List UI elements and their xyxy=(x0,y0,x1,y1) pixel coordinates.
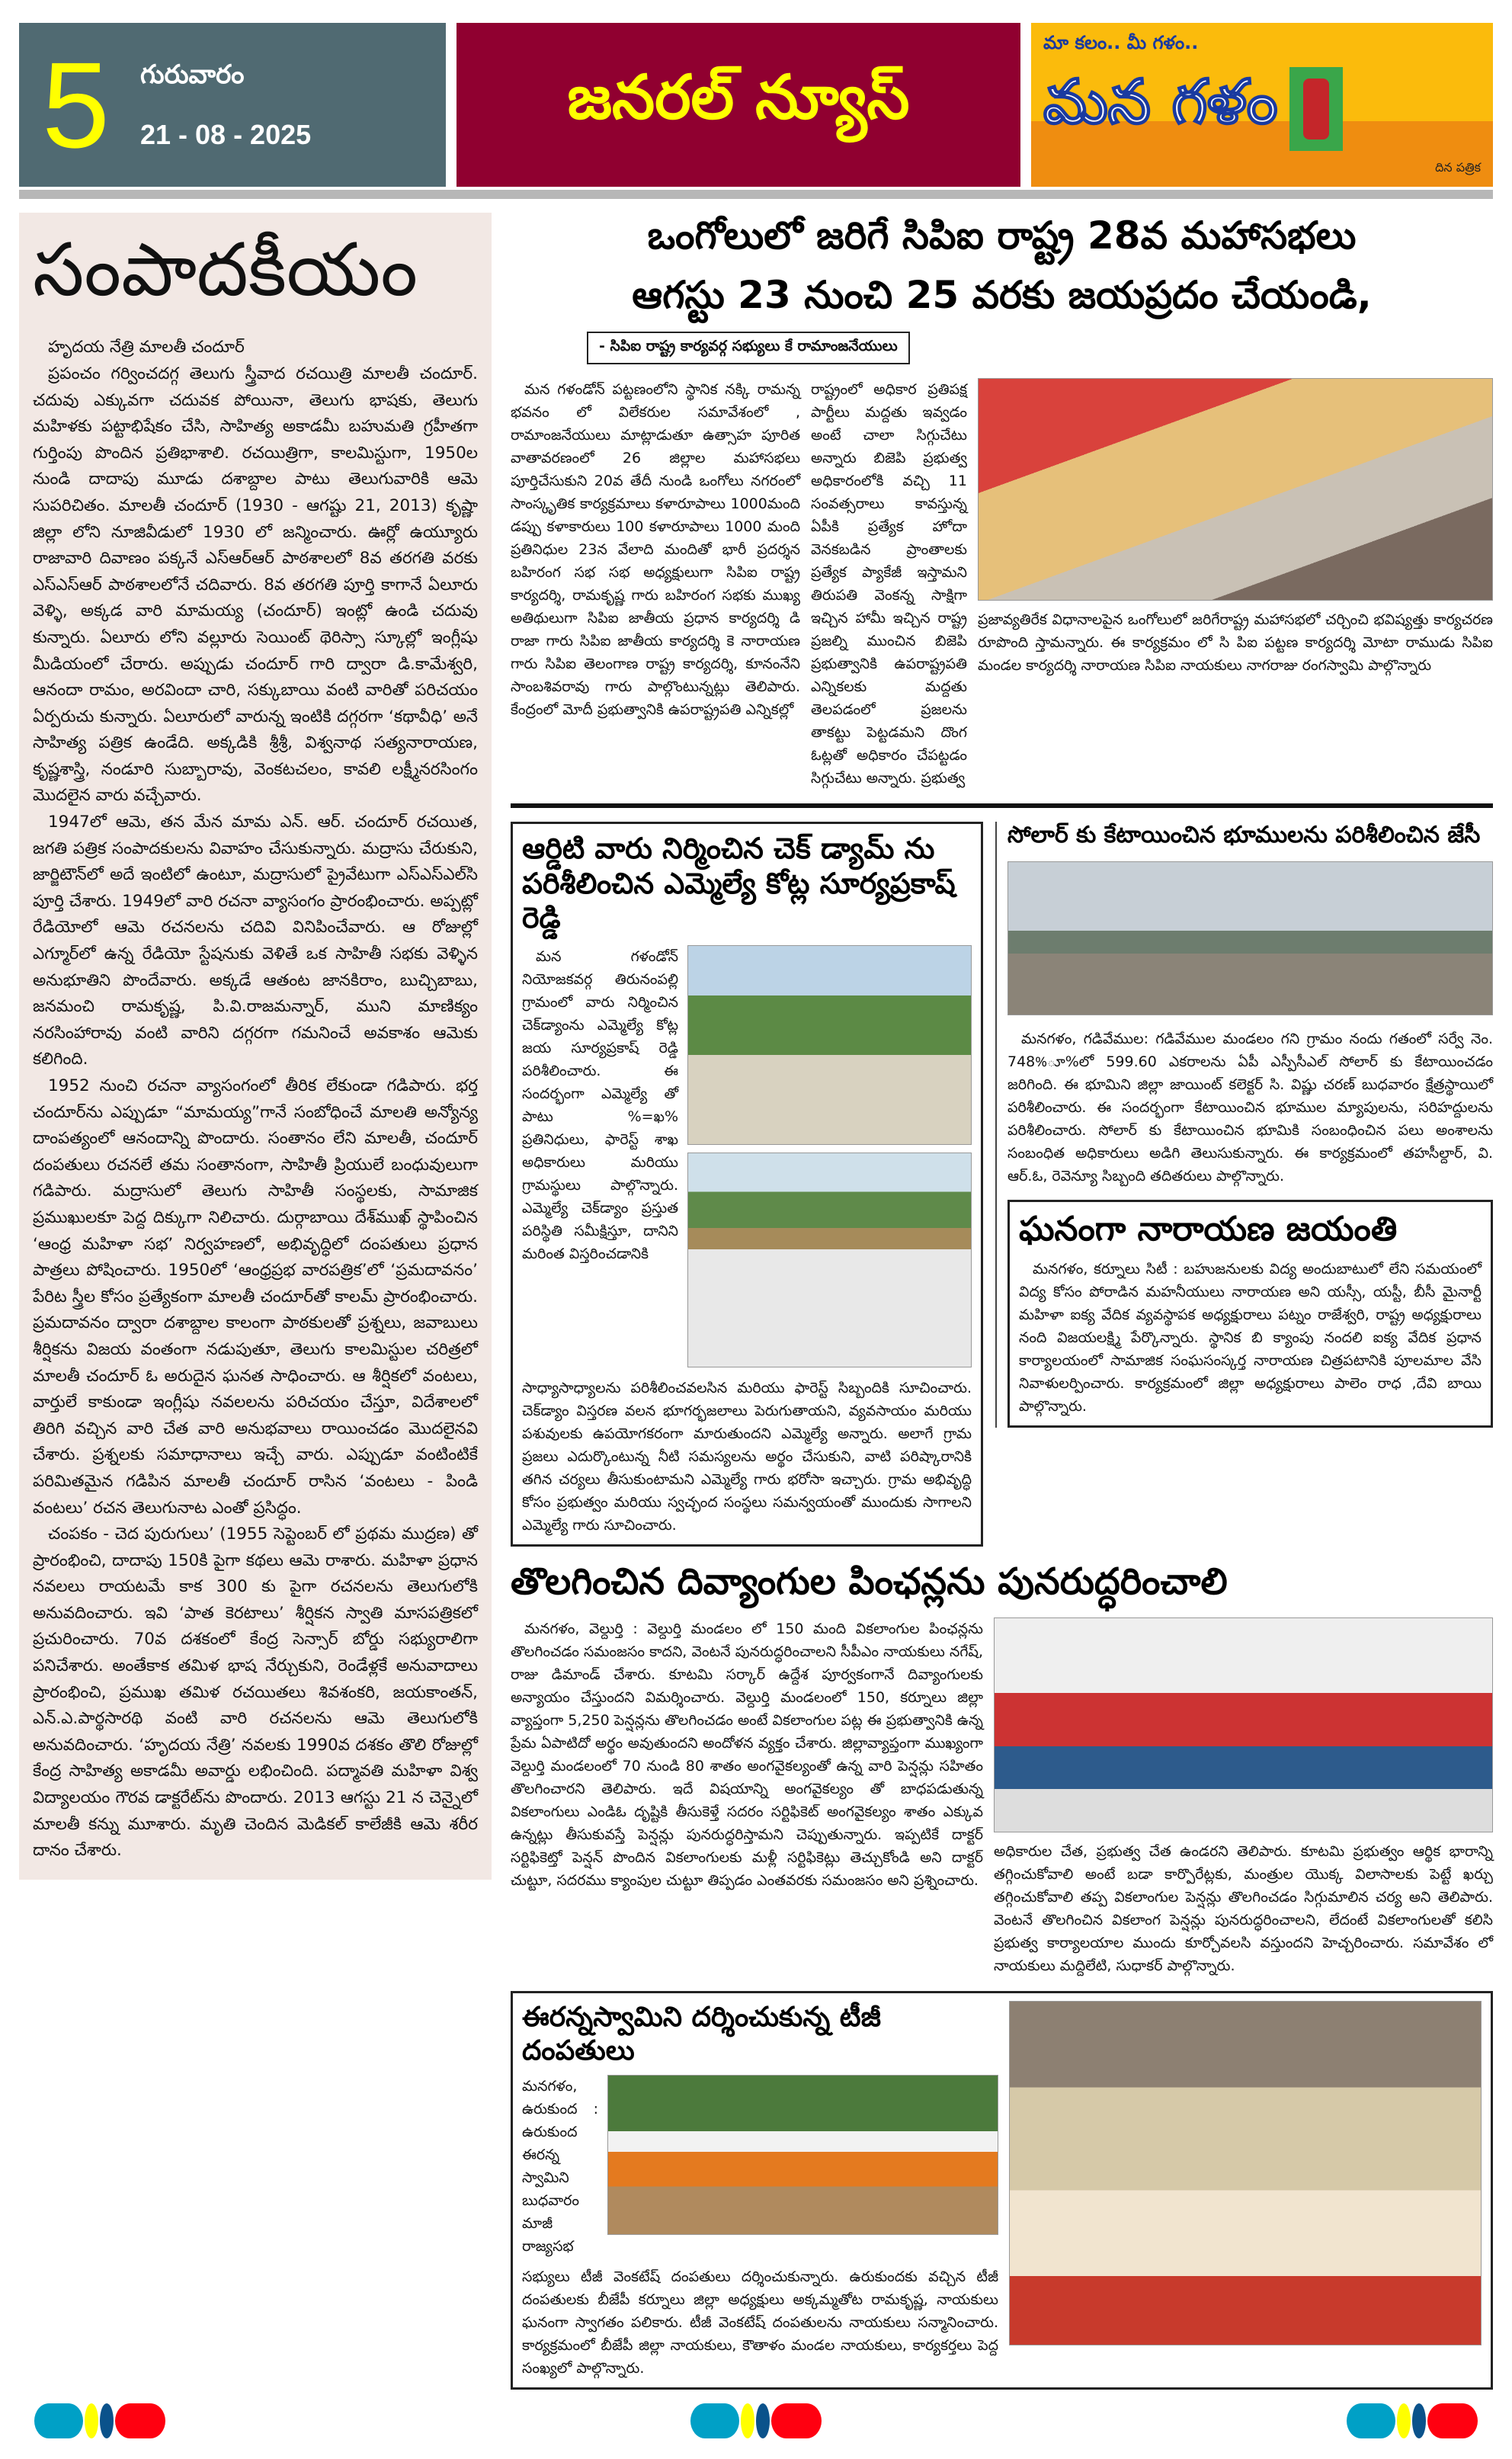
blob-icon xyxy=(34,2403,83,2438)
blob-icon xyxy=(741,2403,754,2438)
tg-article-box xyxy=(511,1991,1493,2389)
pensions-body-cont xyxy=(994,1840,1493,1977)
cpi-text: ప్రజావ్యతిరేక విధానాలపైన ఒంగోలులో జరిగేరాష్ట్ర మహాసభలో చర్చించి భవిష్యత్తు కార్యచరణ రూపొంది స్తామన్నారు. ఈ కార్యక్రమం లో సి పిఐ పట్టణ కార్యదర్శి మోటా రాముడు సిపిఐ మండల కార్యదర్శి నారాయణ సిపిఐ నాయకులు నాగరాజు రంగస్వామి పాల్గొన్నారు xyxy=(978,611,1493,674)
solar-body xyxy=(1007,1028,1493,1188)
date-block xyxy=(140,59,311,151)
tg-text: మనగళం, ఉరుకుంద : ఉరుకుంద ఈరన్న స్వామిని బుధవారం మాజీ రాజ్యసభ xyxy=(522,2077,598,2255)
footer xyxy=(19,2390,1493,2438)
solar-headline: సోలార్ కు కేటాయించిన భూములను పరిశీలించిన జేసీ xyxy=(1007,822,1481,848)
blob-icon xyxy=(85,2403,98,2438)
editorial-paragraph: ప్రపంచం గర్వించదగ్గ తెలుగు స్త్రీవాద రచయిత్రి మాలతీ చందూర్. చదువు ఎక్కువగా చదువక పోయినా, తెలుగు భాషకు, తెలుగు మహిళకు పట్టాభిషేకం చేసి, సాహిత్య అకాడమీ బహుమతి గ్రహీతగా గుర్తింపు పొందిన ప్రతిభాశాలి. రచయిత్రిగా, కాలమిస్టుగా, 1950ల నుండి దాదాపు మూడు దశాబ్దాల పాటు తెలుగువారికి ఆమె సుపరిచితం. మాలతీ చందూర్ (1930 - ఆగష్టు 21, 2013) కృష్ణా జిల్లా లోని నూజివీడులో 1930 లో జన్మించారు. ఊర్లో ఉయ్యూరు రాజావారి దివాణం పక్కనే ఎస్ఆర్ఆర్ పాఠశాలలో 8వ తరగతి వరకు ఎస్ఎస్ఆర్ పాఠశాలలోనే చదివారు. 8వ తరగతి పూర్తి కాగానే ఏలూరు వెళ్ళి, అక్కడ వారి మామయ్య (చందూర్) ఇంట్లో ఉండి చదువు కున్నారు. ఏలూరు లోని వల్లూరు సెయింట్ థెరిస్సా స్కూల్లో ఇంగ్లీషు మీడియంలో చేరారు. అప్పుడు చందూర్ గారి ద్వారా డి.కామేశ్వరి, ఆనందా రామం, అరవిందా చారి, సక్కుబాయి వంటి వారితో పరిచయం ఏర్పరుచు కున్నారు. ఏలూరులో వారున్న ఇంటికి దగ్గరగా ‘కథావీధి’ అనే సాహిత్య పత్రిక ఉండేది. అక్కడికి శ్రీశ్రీ, విశ్వనాథ సత్యనారాయణ, కృష్ణశాస్త్రి, నండూరి సుబ్బారావు, వెంకటచలం, కావలి లక్ష్మీనరసింగం మొదలైన వారు వచ్చేవారు. xyxy=(33,364,478,806)
logo-tagline: మా కలం.. మీ గళం.. xyxy=(1043,32,1199,53)
solar-text: మనగళం, గడివేముల: గడివేముల మండలం గని గ్రామం నందు గతంలో సర్వే నెం. 748%ూ%లో 599.60 ఎకరాలను ఏపీ ఎస్పీసీఎల్ సోలార్ కు కేటాయించడం జరిగింది. ఈ భూమిని జిల్లా జాయింట్ కలెక్టర్ సి. విష్ణు చరణ్ బుధవారం క్షేత్రస్థాయిలో పరిశీలించారు. ఈ సందర్భంగా కేటాయించిన భూముల మ్యాపులను, సరిహద్దులను పరిశీలించారు. సోలార్ కు కేటాయించిన భూమికి సంబంధించిన పలు అంశాలను సంబంధిత అధికారులు అడిగి తెలుసుకున్నారు. ఈ కార్యక్రమంలో తహసీల్దార్, వి. ఆర్.ఓ, రెవెన్యూ సిబ్బంది తదితరులు పాల్గొన్నారు. xyxy=(1007,1031,1493,1185)
editorial-paragraph: 1947లో ఆమె, తన మేన మామ ఎన్. ఆర్. చందూర్ రచయిత, జగతి పత్రిక సంపాదకులను వివాహం చేసుకున్నారు. మద్రాసు చేరుకుని, జార్జిటౌన్‌లో అదే ఇంటిలో ఉంటూ, మద్రాసులో ప్రైవేటుగా ఎస్ఎస్ఎల్‌సి పూర్తి చేశారు. 1949లో వారి రచనా వ్యాసంగం ప్రారంభించారు. అప్పట్లో రేడియోలో ఆమె రచనలను చదివి వినిపించేవారు. ఆ రోజుల్లో ఎగ్మూర్‌లో ఉన్న రేడియో స్టేషనుకు వెళితే ఒక సాహితీ సభకు వెళ్ళిన అనుభూతిని పొందేవారు. అక్కడే ఆతంట జానకిరాం, బుచ్చిబాబు, జనమంచి రామకృష్ణ, పి.వి.రాజమన్నార్, ముని మాణిక్యం నరసింహారావు వంటి వారిని దగ్గరగా గమనించే అవకాశం ఆమెకు కలిగింది. xyxy=(33,813,478,1069)
check-dam-text: మన గళండోన్ నియోజకవర్గ తిరునంపల్లి గ్రామంలో వారు నిర్మించిన చెక్‌డ్యాంను ఎమ్మెల్యే కోట్ల జయ సూర్యప్రకాష్ రెడ్డి పరిశీలించారు. ఈ సందర్భంగా ఎమ్మెల్యే తో పాటు %=ఖ% ప్రతినిధులు, ఫారెస్ట్ శాఖ అధికారులు మరియు గ్రామస్థులు పాల్గొన్నారు. ఎమ్మెల్యే చెక్‌డ్యాం ప్రస్తుత పరిస్థితి సమీక్షిస్తూ, దానిని మరింత విస్తరించడానికి xyxy=(522,947,678,1262)
solar-land-photo xyxy=(1007,861,1493,1015)
cpi-headline-line1: ఒంగోలులో జరిగే సిపిఐ రాష్ట్ర 28వ మహాసభలు xyxy=(647,213,1357,258)
pensions-body xyxy=(511,1617,983,1892)
pensions-text: మనగళం, వెల్దుర్తి : వెల్దుర్తి మండలం లో 150 మంది వికలాంగుల పింఛన్లను తొలగించడం సమంజసం కాదని, వెంటనే పునరుద్ధరించాలని సీపీఎం నాయకులు నగేష్, రాజు డిమాండ్ చేశారు. కూటమి సర్కార్ ఉద్దేశ పూర్వకంగానే దివ్యాంగులకు అన్యాయం చేస్తుందని విమర్శించారు. వెల్దుర్తి మండలంలో 150, కర్నూలు జిల్లా వ్యాప్తంగా 5,250 పెన్షన్లను తొలగించడం అంటే వికలాంగుల పట్ల ఈ ప్రభుత్వానికి ఉన్న ప్రేమ ఏపాటిదో అర్థం అవుతుందని అందోళన వ్యక్తం చేశారు. జిల్లావ్యాప్తంగా ముఖ్యంగా వెల్దుర్తి మండలంలో 70 నుండి 80 శాతం అంగవైకల్యంతో ఉన్న వారి పెన్షన్లు సహితం తొలగించారని తెలిపారు. ఇదే విషయాన్ని అంగవైకల్యం తో బాధపడుతున్న వికలాంగులు ఎండిఓ దృష్టికి తీసుకెళ్తే సదరం సర్టిఫికెట్ అంగవైకల్యం శాతం ఎక్కువ ఉన్నట్లు తీసుకువస్తే పెన్షన్లు పునరుద్ధరిస్తామని చెప్పుతున్నారు. ఇప్పటికే దాక్టర్ సర్టిఫికెట్తో పెన్షన్ పొందిన వికలాంగులకు మళ్లీ సర్టిఫికెట్లు తెచ్చుకోండి అని దాక్టర్ చుట్టూ, సదరము క్యాంపుల చుట్టూ తిప్పడం ఎంతవరకు సమంజసం అని ప్రశ్నించారు. xyxy=(511,1621,983,1890)
check-dam-text: సాధ్యాసాధ్యాలను పరిశీలించవలసిన మరియు ఫారెస్ట్ సిబ్బందికి సూచించారు. చెక్‌డ్యాం విస్తరణ వలన భూగర్భజలాలు పెరుగుతాయని, వ్యవసాయం మరియు పశువులకు ఉపయోగకరంగా మారుతుందని ఎమ్మెల్యే అన్నారు. అలాగే గ్రామ ప్రజలు ఎదుర్కొంటున్న నీటి సమస్యలను అర్థం చేసుకుని, వాటి పరిష్కారానికి తగిన చర్యలు తీసుకుంటామని ఎమ్మెల్యే గారు భరోసా ఇచ్చారు. గ్రామ అభివృద్ధి కోసం ప్రభుత్వం మరియు స్వచ్ఛంద సంస్థలు సమన్వయంతో ముందుకు సాగాలని ఎమ్మెల్యే గారు సూచించారు. xyxy=(522,1379,972,1534)
editorial-title: సంపాదకీయం xyxy=(33,227,418,313)
check-dam-photos xyxy=(687,945,972,1367)
editorial-column xyxy=(19,213,492,1880)
blob-icon xyxy=(1347,2403,1395,2438)
blob-icon xyxy=(100,2403,114,2438)
cpi-subheading: - సిపిఐ రాష్ట్ర కార్యవర్గ సభ్యులు కే రామాంజనేయులు xyxy=(587,332,910,364)
tg-body-foot xyxy=(522,2265,998,2380)
tg-body xyxy=(522,2075,598,2258)
tg-headline: ఈరన్నస్వామిని దర్శించుకున్న టీజీ దంపతులు xyxy=(522,2002,881,2066)
footer-decoration-left xyxy=(34,2403,165,2438)
cpi-body-col3 xyxy=(978,608,1493,677)
blob-icon xyxy=(1427,2403,1478,2438)
blob-icon xyxy=(1412,2403,1426,2438)
pensions-photo-column xyxy=(994,1617,1493,1977)
cpi-text: మన గళండోన్ పట్టణంలోని స్థానిక నక్కి రామన్న భవనం లో విలేకరుల సమావేశంలో , రామాంజనేయులు మాట్లాడుతూ ఉత్సాహ పూరిత వాతావరణంలో 26 జిల్లాల మహాసభలు పూర్తిచేసుకుని 20వ తేదీ నుండి ఒంగోలు నగరంలో సాంస్కృతిక కార్యక్రమాలు కళారూపాలు 1000మంది డప్పు కళాకారులు 100 కళారూపాలు 1000 మంది ప్రతినిధుల 23న వేలాది మందితో భారీ ప్రదర్శన బహిరంగ సభ సభ అధ్యక్షులుగా సిపిఐ రాష్ట్ర కార్యదర్శి, రామకృష్ణ గారు బహిరంగ సభకు ముఖ్య అతిథులుగా సిపిఐ జాతీయ ప్రధాన కార్యదర్శి డి రాజా గారు సిపిఐ జాతీయ కార్యదర్శి కె నారాయణ గారు సిపిఐ తెలంగాణ రాష్ట్ర కార్యదర్శి, కూనంనేని సాంబశివరావు గారు పాల్గొంటున్నట్లు తెలిపారు. కేంద్రంలో మోదీ ప్రభుత్వానికి ఉపరాష్ట్రపతి ఎన్నికల్లో xyxy=(511,381,800,718)
check-dam-content xyxy=(522,945,972,1367)
fist-pen-icon xyxy=(1303,79,1329,139)
narayana-headline: ఘనంగా నారాయణ జయంతి xyxy=(1019,1210,1398,1249)
editorial-paragraph: 1952 నుంచి రచనా వ్యాసంగంలో తీరిక లేకుండా గడిపారు. భర్త చందూర్‌ను ఎప్పుడూ “మామయ్య”గానే సంబోధించే మాలతి అన్యోన్య దాంపత్యంలో ఆనందాన్ని పొందారు. సంతానం లేని మాలతీ, చందూర్ దంపతులు రచనలే తమ సంతానంగా, సాహితీ ప్రియులే బంధువులుగా గడిపారు. మద్రాసులో తెలుగు సాహితీ సంస్థలకు, సామాజిక ప్రముఖులకూ పెద్ద దిక్కుగా నిలిచారు. దుర్గాబాయి దేశ్‌ముఖ్ స్థాపించిన ‘ఆంధ్ర మహిళా సభ’ నిర్వహణలో, అభివృద్ధిలో దంపతులు ప్రధాన పాత్రలు పోషించారు. 1950లో ‘ఆంధ్రప్రభ వారపత్రిక’లో ‘ప్రమదావనం’ పేరిట స్త్రీల కోసం ప్రత్యేకంగా మాలతీ చందూర్‌తో కాలమ్ ప్రారంభించారు. ప్రమదావనం ద్వారా దశాబ్దాల కాలంగా పాఠకులతో ప్రశ్నలు, జవాబులు శీర్షికను విజయ వంతంగా నడుపుతూ, తెలుగు కాలమిస్టుల చరిత్రలో మాలతీ చందూర్ ఓ అరుదైన ఘనత సాధించారు. ఆ శీర్షికలో వంటలు, వార్తులే కాకుండా ఇంగ్లీషు నవలలను పరిచయం చేస్తూ, విదేశాలలో తిరిగి వచ్చిన వారి చేత వారి అనుభవాలు రాయించడం మొదలైనవి చేశారు. ప్రశ్నలకు సమాధానాలు ఇచ్చే వారు. ఎప్పుడూ వంటింటికే పరిమితమైన గడిపిన మాలతీ చందూర్ రాసిన ‘వంటలు - పిండి వంటలు’ రచన తెలుగునాట ఎంతో ప్రసిద్ధం. xyxy=(33,1076,478,1518)
cpi-body-col2 xyxy=(811,378,967,790)
blob-icon xyxy=(1397,2403,1411,2438)
tg-welcome-photo xyxy=(607,2075,998,2235)
check-dam-headline: ఆర్డిటి వారు నిర్మించిన చెక్ డ్యామ్ ను పరిశీలించిన ఎమ్మెల్యే కోట్ల సూర్యప్రకాష్ రెడ్డి xyxy=(522,832,956,935)
check-dam-article-box xyxy=(511,822,983,1547)
editorial-body xyxy=(33,335,478,1864)
cpi-headline-line2: ఆగస్టు 23 నుంచి 25 వరకు జయప్రదం చేయండి, xyxy=(632,273,1372,317)
page-number-box xyxy=(19,23,446,187)
cpi-article xyxy=(511,378,1493,790)
cpm-leaders-photo xyxy=(994,1617,1493,1832)
cpi-photo-column xyxy=(978,378,1493,677)
section-banner xyxy=(456,23,1020,187)
issue-date: 21 - 08 - 2025 xyxy=(139,118,312,150)
tg-text: సభ్యులు టీజీ వెంకటేష్ దంపతులు దర్శించుకున్నారు. ఉరుకుందకు వచ్చిన టీజీ దంపతులకు బీజేపీ కర్నూలు జిల్లా అధ్యక్షులు అక్కమ్మతోట రామకృష్ణ, నాయకులు ఘనంగా స్వాగతం పలికారు. టీజీ వెంకటేష్ దంపతులను నాయకులు సన్మానించారు. కార్యక్రమంలో బీజేపీ జిల్లా నాయకులు, కౌతాళం మండల నాయకులు, కార్యకర్తలు పెద్ద సంఖ్యలో పాల్గొన్నారు. xyxy=(522,2268,998,2377)
pensions-headline: తొలగించిన దివ్యాంగుల పింఛన్లను పునరుద్ధరించాలి xyxy=(511,1560,1228,1603)
temple-darshan-photo xyxy=(1009,2001,1482,2345)
page-number: 5 xyxy=(42,36,110,173)
weekday: గురువారం xyxy=(139,59,245,90)
masthead xyxy=(19,23,1493,187)
logo-subtitle: దిన పత్రిక xyxy=(1435,160,1481,175)
pensions-article xyxy=(511,1617,1493,1977)
header-divider xyxy=(19,190,1493,199)
news-columns xyxy=(511,213,1493,2390)
tg-article-text xyxy=(522,2001,998,2379)
blob-icon xyxy=(756,2403,770,2438)
narayana-text: మనగళం, కర్నూలు సిటీ : బహుజనులకు విద్య అందుబాటులో లేని సమయంలో విద్య కోసం పోరాడిన మహనీయులు నారాయణ అని యస్సీ, యస్టీ, బీసీ మైనార్టీ మహిళా ఐక్య వేదిక వ్యవస్థాపక అధ్యక్షురాలు పట్నం రాజేశ్వరి, రాష్ట్ర అధ్యక్షురాలు నంది విజయలక్ష్మి పేర్కొన్నారు. స్థానిక బి క్యాంపు నందలి ఐక్య వేదిక ప్రధాన కార్యాలయంలో సామాజిక సంఘసంస్కర్త నారాయణ చిత్రపటానికి పూలమాల వేసి నివాళులర్పించారు. కార్యక్రమంలో జిల్లా అధ్యక్షురాలు పాలెం రాధ ,దేవి బాయి పాల్గొన్నారు. xyxy=(1019,1260,1482,1415)
pensions-text: అధికారుల చేత, ప్రభుత్వ చేత ఉండరని తెలిపారు. కూటమి ప్రభుత్వం ఆర్థిక భారాన్ని తగ్గించుకోవాలి అంటే బడా కార్పొరేట్లకు, మంత్రుల యొక్క విలాసాలకు పెట్టే ఖర్చు తగ్గించుకోవాలి తప్ప వికలాంగుల పెన్షన్లు తొలగించడం సిగ్గుమాలిన చర్య అని తెలిపారు. వెంటనే తొలగించిన వికలాంగ పెన్షన్లు పునరుద్ధరించాలని, లేదంటే వికలాంగులతో కలిసి ప్రభుత్వ కార్యాలయాల ముందు కూర్చోవలసి వస్తుందని హెచ్చరించారు. సమావేశం లో నాయకులు మద్దిలేటి, సుధాకర్ పాల్గొన్నారు. xyxy=(994,1843,1493,1975)
narayana-body xyxy=(1019,1258,1482,1418)
section-divider xyxy=(511,803,1493,808)
masthead-logo xyxy=(1031,23,1493,187)
page-body xyxy=(19,213,1493,2390)
cpi-text: రాష్ట్రంలో అధికార ప్రతిపక్ష పార్టీలు మద్దతు ఇవ్వడం అంటే చాలా సిగ్గుచేటు అన్నారు బిజెపి ప్రభుత్వ అధికారంలోకి వచ్చి 11 సంవత్సరాలు కావస్తున్న ఏపీకి ప్రత్యేక హోదా వెనకబడిన ప్రాంతాలకు ప్రత్యేక ప్యాకేజీ ఇస్తామని తిరుపతి వెంకన్న సాక్షిగా ఇచ్చిన హామీ ఇచ్చిన రాష్ట్ర ప్రజల్ని ముంచిన బిజెపి ప్రభుత్వానికి ఉపరాష్ట్రపతి ఎన్నికలకు మద్దతు తెలపడంలో ప్రజలను తాకట్టు పెట్టడమని దొంగ ఓట్లతో అధికారం చేపట్టడం సిగ్గుచేటు అన్నారు. ప్రభుత్వ xyxy=(811,381,967,787)
check-dam-visit-photo xyxy=(687,1153,972,1367)
check-dam-body xyxy=(522,945,678,1265)
logo-emblem-icon xyxy=(1289,67,1343,151)
section-title: జనరల్ న్యూస్ xyxy=(567,62,910,133)
blob-icon xyxy=(115,2403,165,2438)
narayana-article-box xyxy=(1007,1200,1493,1428)
logo-name: మన గళం xyxy=(1043,66,1278,137)
check-dam-photo xyxy=(687,945,972,1145)
cpi-body-col1 xyxy=(511,378,800,721)
blob-icon xyxy=(771,2403,822,2438)
logo-row xyxy=(1043,66,1481,152)
editorial-paragraph: చంపకం - చెద పురుగులు’ (1955 సెప్టెంబర్ లో ప్రథమ ముద్రణ) తో ప్రారంభించి, దాదాపు 150కి పైగా కథలు ఆమె రాశారు. మహిళా ప్రధాన నవలలు రాయటమే కాక 300 కు పైగా రచనలను తెలుగులోకి అనువదించారు. ఇవి ‘పాత కెరటాలు’ శీర్షికన స్వాతి మాసపత్రికలో ప్రచురించారు. 70వ దశకంలో కేంద్ర సెన్సార్ బోర్డు సభ్యురాలిగా పనిచేశారు. అంతేకాక తమిళ భాష నేర్చుకుని, రెండేళ్లకే అనువాదాలు ప్రారంభించి, ప్రముఖ తమిళ రచయితలు శివశంకరి, జయకాంతన్, ఎన్.ఎ.పార్థసారథి వంటి వారి రచనలను ఆమె తెలుగులోకి అనువదించారు. ‘హృదయ నేత్రి’ నవలకు 1990వ దశకం తొలి రోజుల్లో కేంద్ర సాహిత్య అకాడమీ అవార్డు లభించింది. పద్మావతి మహిళా విశ్వ విద్యాలయం గౌరవ డాక్టరేట్‌ను పొందారు. 2013 ఆగస్టు 21 న చెన్నైలో మాలతీ కన్ను మూశారు. మృతి చెందిన మెడికల్ కాలేజీకి ఆమె శరీర దానం చేశారు. xyxy=(33,1524,478,1861)
tg-content xyxy=(522,2075,998,2258)
middle-right-column xyxy=(995,822,1493,1428)
editorial-paragraph: హృదయ నేత్రి మాలతీ చందూర్ xyxy=(48,338,245,357)
footer-decoration-right xyxy=(1347,2403,1478,2438)
footer-decoration-center xyxy=(690,2403,822,2438)
check-dam-body-foot xyxy=(522,1377,972,1537)
middle-row xyxy=(511,822,1493,1547)
cpi-press-meet-photo xyxy=(978,378,1493,601)
blob-icon xyxy=(690,2403,739,2438)
